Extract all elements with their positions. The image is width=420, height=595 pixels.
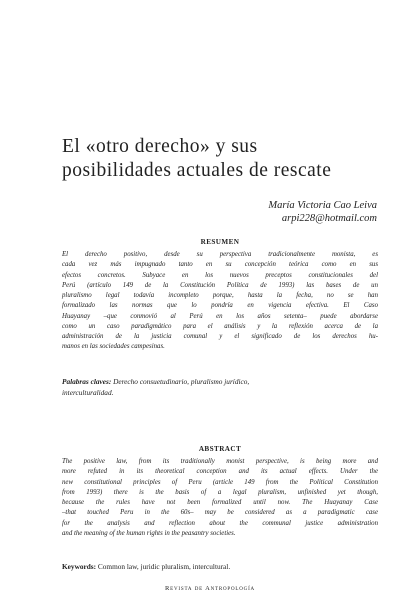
- author-name: María Victoria Cao Leiva: [268, 200, 377, 211]
- article-title-line-2: posibilidades actuales de rescate: [62, 160, 332, 181]
- resumen-line: efectos concretos. Subyace en los nuevos preceptos constitucionales del: [62, 271, 378, 279]
- resumen-line: Perú (artículo 149 de la Constitución Política de 1993) las bases de un: [62, 281, 378, 289]
- resumen-line: pluralismo legal todavía incompleto porque, hasta la fecha, no se han: [62, 292, 378, 299]
- resumen-line: administración de la justicia comunal y el significado de los derechos hu-: [62, 333, 378, 340]
- article-title: [62, 135, 392, 183]
- resumen-keywords-label: Palabras claves:: [62, 377, 112, 386]
- abstract-heading: ABSTRACT: [198, 445, 242, 453]
- resumen-line: formalizado las normas que lo pondría en vigencia efectiva. El Caso: [62, 302, 378, 310]
- resumen-keywords: [62, 377, 378, 398]
- journal-footer: Revista de Antropología: [165, 585, 255, 592]
- abstract-line: The positive law, from its traditionally monist perspective, is being more and: [62, 458, 378, 465]
- abstract-keywords-label: Keywords:: [62, 562, 97, 571]
- resumen-line: Huayanay –que conmovió al Perú en los años setenta– puede abordarse: [62, 312, 378, 320]
- resumen-body: [62, 250, 378, 353]
- resumen-line: cada vez más impugnado tanto en su concepción teórica como en sus: [62, 261, 378, 269]
- abstract-line: more refuted in its theoretical conception and its actual effects. Under the: [62, 468, 378, 476]
- abstract-line: for the analysis and reflection about the communal justice administration: [62, 519, 378, 527]
- author-email: arpi228@hotmail.com: [281, 213, 377, 224]
- resumen-keywords-line-1: [62, 377, 378, 388]
- abstract-line: because the rules have not been formalized until now. The Huayanay Case: [62, 499, 378, 506]
- resumen-line: como un caso paradigmático para el análisis y la reflexión acerca de la: [62, 322, 378, 330]
- resumen-heading: RESUMEN: [200, 238, 240, 246]
- resumen-keywords-line-2: interculturalidad.: [62, 387, 114, 397]
- abstract-line: from 1993) there is the basis of a legal pluralism, unfinished yet though,: [62, 488, 378, 496]
- resumen-keywords-text: Derecho consuetudinario, pluralismo jurídico,: [111, 377, 250, 386]
- resumen-line: El derecho positivo, desde su perspectiva tradicionalmente monista, es: [62, 251, 378, 258]
- abstract-body: [62, 457, 378, 539]
- abstract-line: and the meaning of the human rights in the peasantry societies.: [62, 529, 236, 537]
- abstract-line: –that touched Peru in the 60s– may be considered as a paradigmatic case: [62, 509, 378, 517]
- abstract-keywords: [62, 562, 378, 572]
- author-block: [268, 199, 377, 225]
- abstract-line: new constitutional principles of Peru (article 149 from the Political Constitution: [62, 478, 378, 486]
- resumen-line: manos en las sociedades campesinas.: [62, 343, 165, 351]
- article-title-line-1: El «otro derecho» y sus: [62, 136, 258, 157]
- abstract-keywords-text: Common law, juridic pluralism, intercultural.: [96, 562, 231, 571]
